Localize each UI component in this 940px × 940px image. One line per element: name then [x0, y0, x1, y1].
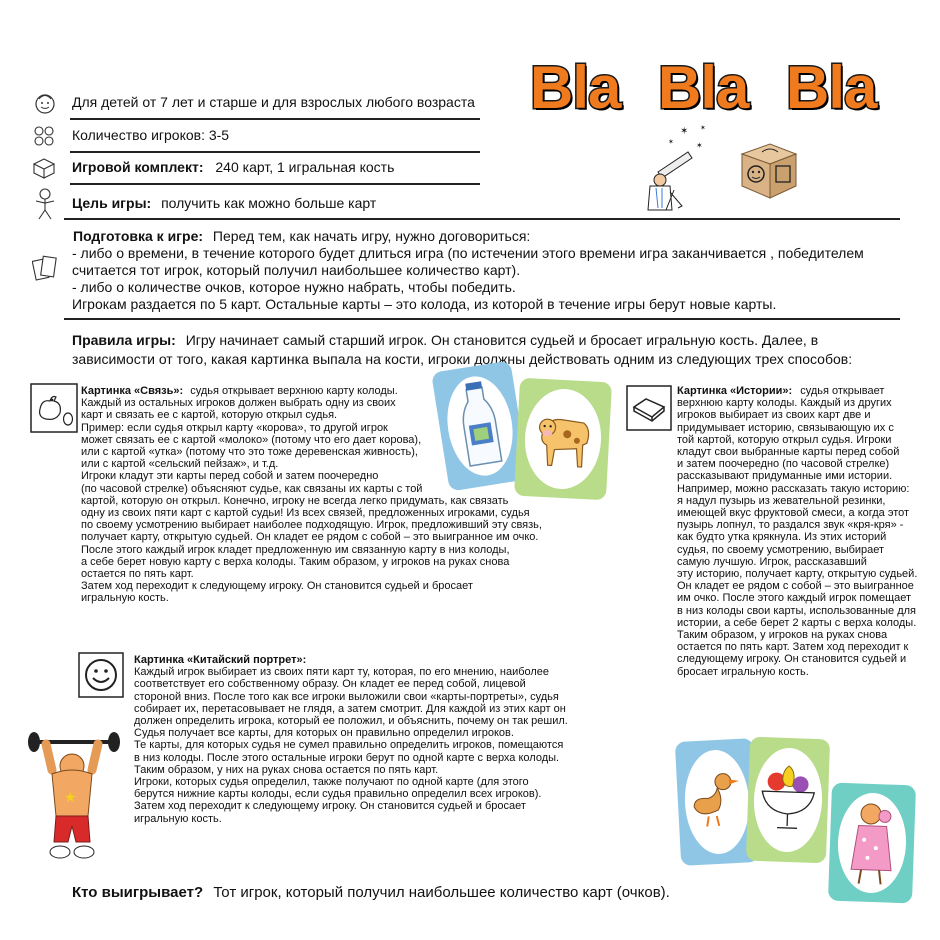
stories-line: придумывает историю, связывающую их с [677, 421, 894, 434]
dice-illustration [736, 136, 802, 202]
kit-label: Игровой комплект: [72, 159, 204, 175]
portrait-line: должен определить игрока, который ее положил, и объяснить, почему он так решил. [134, 715, 568, 728]
prep-label: Подготовка к игре: [73, 228, 204, 244]
portrait-line: Те карты, для которых судья не сумел правильно определить игроков, помещаются [134, 739, 564, 752]
link-line: остается по пять карт. [81, 568, 194, 581]
prep-line: считается тот игрок, который получил наибольшее количество карт). [72, 262, 521, 278]
fruit-bowl-illustration [746, 737, 830, 864]
link-line: получает карту, открытую судьей. Он кладет ее рядом с собой – это выигранное им очко. [81, 531, 539, 544]
svg-text:✶: ✶ [696, 141, 703, 150]
prep-first: Перед тем, как начать игру, нужно договориться: [212, 228, 531, 244]
chicken-egg-icon [30, 383, 78, 433]
svg-text:✶: ✶ [700, 125, 706, 132]
girl-card [828, 783, 916, 904]
stories-line: верхнюю карту колоды. Каждый из других [677, 397, 892, 410]
portrait-line: Затем ход переходит к следующему игроку. Он становится судьей и бросает [134, 800, 526, 813]
link-title: Картинка «Связь»: [81, 385, 184, 397]
portrait-section [134, 654, 568, 825]
goal-value: получить как можно больше карт [161, 195, 377, 211]
stories-section [677, 385, 917, 678]
portrait-line: собирает их, перетасовывает не глядя, а затем смотрит. Для каждой из этих карт он [134, 702, 566, 715]
cards-icon [32, 254, 58, 282]
players-icon [32, 125, 56, 147]
person-icon [33, 188, 57, 220]
link-line: или с картой «сельский пейзаж», и т.д. [81, 458, 279, 471]
stories-line: имеющей вкус фруктовой смеси, а когда этот [677, 507, 910, 520]
stories-line: игроков выбирает из своих карт две и [677, 409, 871, 422]
goal-label: Цель игры: [72, 195, 152, 211]
svg-text:✶: ✶ [668, 139, 674, 146]
stories-line: Таким образом, у игроков на руках снова [677, 629, 888, 642]
age-text: Для детей от 7 лет и старше и для взрослых любого возраста [72, 94, 475, 110]
stories-line: как будто утка крякнула. Из этих историй [677, 531, 887, 544]
link-line: картой, которую он открыл. Конечно, игроку не всегда легко придумать, как связать [81, 494, 509, 507]
stories-line: я надул пузырь из жевательной резинки, [677, 494, 886, 507]
stories-title: Картинка «Истории»: [677, 385, 793, 397]
svg-text:✶: ✶ [680, 126, 689, 137]
prep-section [73, 228, 530, 245]
link-line: Затем ход переходит к следующему игроку. Он становится судьей и бросает [81, 580, 473, 593]
svg-text:★: ★ [64, 789, 77, 805]
link-line: игральную кость. [81, 592, 169, 605]
stories-line: бросает игральную кость. [677, 665, 809, 678]
stories-line: истории, а себе берет 2 карты с верха колоды. [677, 616, 917, 629]
link-line: одну из своих пяти карт с картой судьи! Из всех связей, предложенных игроками, судья [81, 507, 530, 520]
logo-word-3: Bla [786, 54, 877, 121]
prep-line: - либо о количестве очков, которое нужно набрать, чтобы победить. [72, 279, 516, 295]
logo-word-2: Bla [658, 54, 749, 121]
winner-label: Кто выигрывает? [72, 884, 204, 901]
winner-section [72, 883, 670, 903]
link-line: После этого каждый игрок кладет предложенную им связанную карту в низ колоды, [81, 543, 510, 556]
stories-line: и затем поочередно (по часовой стрелке) [677, 458, 890, 471]
rules-label: Правила игры: [72, 332, 176, 348]
cow-card [514, 378, 612, 501]
book-icon [626, 385, 672, 431]
portrait-line: игральную кость. [134, 812, 222, 825]
child-face-icon [33, 91, 57, 115]
stories-line: кладут свои выбранные карты перед собой [677, 446, 900, 459]
stories-line: рассказывают придуманные ими истории. [677, 470, 893, 483]
fruit-bowl-card [746, 737, 830, 864]
portrait-line: стороной вниз. После того как все игроки выложили свои «карты-портреты», судья [134, 690, 559, 703]
stories-line: следующему игроку. Он становится судьей и [677, 653, 907, 666]
stories-line: самую лучшую. Игрок, рассказавший [677, 555, 867, 568]
box-icon [32, 157, 56, 179]
stories-line: Например, можно рассказать такую историю: [677, 482, 910, 495]
cow-illustration [514, 378, 612, 501]
link-line: Пример: если судья открыл карту «корова», то другой игрок [81, 421, 388, 434]
portrait-line: Таким образом, у них на руках снова остается по пять карт. [134, 763, 439, 776]
girl-bubblegum-illustration [828, 783, 916, 904]
link-first: судья открывает верхнюю карту колоды. [190, 385, 398, 397]
link-line: а себе берет новую карту с верха колоды. Таким образом, у игроков на руках снова [81, 555, 510, 568]
link-line: Игроки кладут эти карты перед собой и затем поочередно [81, 470, 379, 483]
portrait-title: Картинка «Китайский портрет»: [134, 654, 307, 666]
stories-line: Он кладет ее рядом с собой – это выигранное [677, 580, 914, 593]
link-line: по своему усмотрению выбирает наиболее подходящую. Игрок, предложивший эту связь, [81, 519, 542, 532]
prep-lines [72, 245, 864, 313]
stories-line: в низ колоды свои карты, использованные для [677, 604, 916, 617]
rules-section [72, 331, 852, 369]
stories-line: той картой, которую открыл судья. Игроки [677, 433, 892, 446]
link-line: (по часовой стрелке) объясняют судье, как связаны их карты с той [81, 482, 423, 495]
rules-first: Игру начинает самый старший игрок. Он становится судьей и бросает игральную кость. Далее, в [185, 332, 819, 348]
link-line: карт и связать ее с картой, которую открыл судья. [81, 409, 338, 422]
link-line: может связать ее с картой «молоко» (потому что его дает корова), [81, 433, 422, 446]
rules-second: зависимости от того, какая картинка выпала на кости, игроки должны действовать одним из следующих трех способов: [72, 351, 853, 367]
winner-text: Тот игрок, который получил наибольшее количество карт (очков). [213, 884, 670, 901]
stories-line: им очко. После этого каждый игрок помещает [677, 592, 912, 605]
portrait-line: соответствует его собственному образу. Он кладет ее перед собой, лицевой [134, 678, 526, 691]
prep-line: Игрокам раздается по 5 карт. Остальные карты – это колода, из которой в течение игры берут новые карты. [72, 296, 777, 312]
logo-word-1: Bla [530, 54, 621, 121]
stories-line: судья, по своему усмотрению, выбирает [677, 543, 885, 556]
portrait-line: в низ колоды. После этого остальные игроки берут по одной карте с верха колоды. [134, 751, 560, 764]
astronomer-illustration [640, 122, 710, 212]
stories-line: эту историю, получает карту, открытую судьей. [677, 568, 918, 581]
stories-line: остается по пять карт. Затем ход переходит к [677, 641, 909, 654]
portrait-line: Игроки, которых судья определил, также получают по одной карте (для этого [134, 776, 529, 789]
weightlifter-illustration [26, 730, 122, 868]
prep-line: - либо о времени, в течение которого будет длиться игра (по истечении этого времени игра заканчивается , победителем [72, 245, 864, 261]
smiley-face-icon [78, 652, 124, 698]
portrait-line: Судья получает все карты, для которых он правильно определил игроков. [134, 727, 514, 740]
portrait-line: берутся нижние карты колоды, если судья правильно определил всех игроков). [134, 788, 542, 801]
stories-line: пузырь лопнул, то раздался звук «кря-кря» - [677, 519, 904, 532]
link-line: Каждый из остальных игроков должен выбрать одну из своих [81, 397, 396, 410]
kit-value: 240 карт, 1 игральная кость [215, 159, 395, 175]
link-line: или с картой «утка» (потому что это тоже деревенская живность), [81, 446, 418, 459]
portrait-line: Каждый игрок выбирает из своих пяти карт ту, которая, по его мнению, наиболее [134, 666, 550, 679]
players-text: Количество игроков: 3-5 [72, 127, 230, 143]
stories-first: судья открывает [800, 385, 885, 397]
